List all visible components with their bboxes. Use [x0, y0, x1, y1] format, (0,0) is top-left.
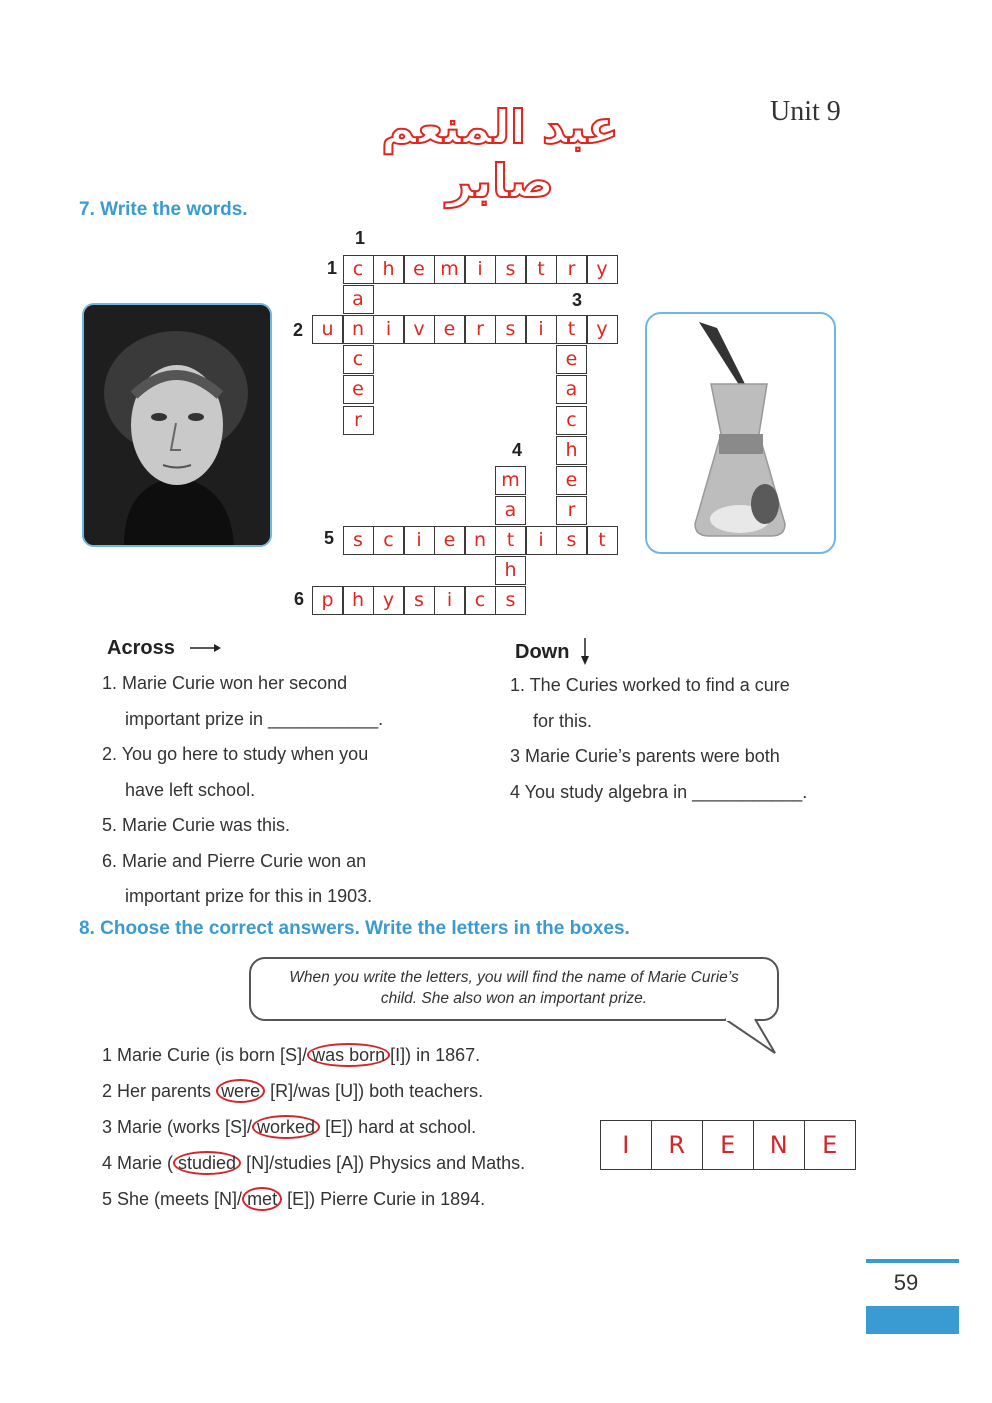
question-1	[102, 1037, 602, 1073]
down-clue-4: 4 You study algebra in ___________.	[510, 781, 808, 802]
hint-line-2: child. She also won an important prize.	[380, 990, 648, 1007]
across-clue-6a: 6. Marie and Pierre Curie won an	[102, 850, 367, 871]
question-1-answer: was born	[307, 1043, 390, 1067]
crossword-cell[interactable]: m	[434, 255, 465, 284]
grid-number-1-across: 1	[327, 258, 338, 278]
unit-label: Unit 9	[770, 96, 841, 127]
answer-box-5[interactable]: E	[804, 1120, 857, 1170]
question-5-pre: 5 She (meets [N]/	[102, 1189, 243, 1209]
speech-bubble-tail	[715, 1017, 785, 1057]
crossword-cell[interactable]: r	[556, 255, 587, 284]
question-5	[102, 1181, 602, 1217]
crossword-cell[interactable]: t	[495, 526, 526, 555]
crossword-cell[interactable]: h	[343, 586, 374, 615]
crossword-cell[interactable]: c	[373, 526, 404, 555]
crossword-cell[interactable]: y	[373, 586, 404, 615]
answer-box-3[interactable]: E	[702, 1120, 755, 1170]
crossword-cell[interactable]: s	[495, 315, 526, 344]
crossword-cell[interactable]: s	[404, 586, 435, 615]
grid-number-3: 3	[572, 290, 583, 310]
crossword-cell[interactable]: t	[587, 526, 618, 555]
crossword-cell[interactable]: n	[343, 315, 374, 344]
across-clue-6b: important prize for this in 1903.	[125, 886, 373, 906]
across-clue-1a: 1. Marie Curie won her second	[102, 673, 348, 693]
question-2-answer: were	[216, 1079, 265, 1103]
question-3-post: [E]) hard at school.	[320, 1117, 477, 1137]
grid-number-4: 4	[512, 440, 523, 460]
grid-number-2: 2	[293, 320, 304, 340]
crossword-cell[interactable]: e	[343, 375, 374, 404]
crossword-cell[interactable]: i	[526, 315, 557, 344]
arrow-down-icon	[579, 638, 591, 668]
across-clues	[102, 666, 462, 915]
question-2-pre: 2 Her parents	[102, 1081, 217, 1101]
crossword-cell[interactable]: h	[556, 436, 587, 465]
crossword-cell[interactable]: e	[434, 526, 465, 555]
crossword-cell[interactable]: s	[343, 526, 374, 555]
section-7-title: 7. Write the words.	[79, 199, 248, 220]
crossword-cell[interactable]: r	[343, 406, 374, 435]
question-4-pre: 4 Marie (	[102, 1153, 174, 1173]
down-heading	[515, 638, 591, 668]
crossword-cell[interactable]: i	[465, 255, 496, 284]
page-bar-bottom	[866, 1306, 959, 1334]
crossword-cell[interactable]: e	[404, 255, 435, 284]
answer-box-4[interactable]: N	[753, 1120, 806, 1170]
grid-number-5: 5	[324, 528, 335, 548]
crossword-cell[interactable]: y	[587, 315, 618, 344]
crossword-cell[interactable]: c	[343, 345, 374, 374]
answer-box-2[interactable]: R	[651, 1120, 704, 1170]
down-clue-1b: for this.	[533, 710, 593, 731]
crossword-cell[interactable]: a	[495, 496, 526, 525]
section-8-title: 8. Choose the correct answers. Write the letters in the boxes.	[79, 918, 630, 939]
crossword-cell[interactable]: y	[587, 255, 618, 284]
across-clue-5: 5. Marie Curie was this.	[102, 815, 291, 835]
page-number: 59	[893, 1270, 919, 1295]
question-3-answer: worked	[252, 1115, 320, 1139]
crossword-cell[interactable]: m	[495, 466, 526, 495]
crossword-cell[interactable]: i	[434, 586, 465, 615]
crossword-cell[interactable]: c	[465, 586, 496, 615]
across-heading	[107, 637, 224, 660]
question-2	[102, 1073, 602, 1109]
across-clue-2b: have left school.	[125, 779, 256, 800]
crossword-cell[interactable]: v	[404, 315, 435, 344]
crossword-cell[interactable]: r	[465, 315, 496, 344]
hint-line-1: When you write the letters, you will find the name of Marie Curie’s	[289, 969, 739, 986]
question-5-answer: met	[242, 1187, 282, 1211]
crossword-cell[interactable]: e	[556, 466, 587, 495]
crossword-cell[interactable]: p	[312, 586, 343, 615]
question-3-pre: 3 Marie (works [S]/	[102, 1117, 253, 1137]
question-5-post: [E]) Pierre Curie in 1894.	[282, 1189, 486, 1209]
grid-number-1-down: 1	[355, 228, 366, 248]
question-1-pre: 1 Marie Curie (is born [S]/	[102, 1045, 308, 1065]
crossword-cell[interactable]: c	[343, 255, 374, 284]
crossword-cell[interactable]: c	[556, 406, 587, 435]
crossword-cell[interactable]: s	[495, 255, 526, 284]
question-4	[102, 1145, 602, 1181]
question-1-post: [I]) in 1867.	[390, 1045, 481, 1065]
crossword-cell[interactable]: e	[556, 345, 587, 374]
question-4-answer: studied	[173, 1151, 241, 1175]
across-heading-label: Across	[107, 637, 175, 659]
crossword-cell[interactable]: e	[434, 315, 465, 344]
answer-letter-boxes	[601, 1120, 856, 1170]
crossword-cell[interactable]: s	[495, 586, 526, 615]
crossword-cell[interactable]: t	[526, 255, 557, 284]
crossword-cell[interactable]: a	[343, 285, 374, 314]
question-2-post: [R]/was [U]) both teachers.	[265, 1081, 484, 1101]
across-clue-1b: important prize in ___________.	[125, 708, 384, 729]
crossword-cell[interactable]: i	[404, 526, 435, 555]
crossword-cell[interactable]: r	[556, 496, 587, 525]
crossword-cell[interactable]: h	[373, 255, 404, 284]
crossword-cell[interactable]: a	[556, 375, 587, 404]
handwritten-name: عبد المنعم صابر	[381, 100, 619, 208]
down-clue-1a: 1. The Curies worked to find a cure	[510, 675, 790, 695]
page-bar-top	[866, 1259, 959, 1263]
answer-box-1[interactable]: I	[600, 1120, 653, 1170]
across-clue-2a: 2. You go here to study when you	[102, 744, 369, 764]
down-clues	[510, 668, 870, 810]
question-4-post: [N]/studies [A]) Physics and Maths.	[241, 1153, 526, 1173]
crossword-cell[interactable]: s	[556, 526, 587, 555]
crossword-cell[interactable]: i	[373, 315, 404, 344]
crossword-cell[interactable]: i	[526, 526, 557, 555]
crossword-cell[interactable]: n	[465, 526, 496, 555]
grid-number-6: 6	[294, 589, 305, 609]
crossword-cell[interactable]: u	[312, 315, 343, 344]
crossword-cell[interactable]: t	[556, 315, 587, 344]
questions-list	[102, 1037, 602, 1217]
hint-speech-bubble	[249, 957, 779, 1021]
down-clue-3: 3 Marie Curie’s parents were both	[510, 746, 780, 766]
arrow-right-icon	[188, 642, 224, 654]
down-heading-label: Down	[515, 641, 570, 663]
question-3	[102, 1109, 602, 1145]
crossword-cell[interactable]: h	[495, 556, 526, 585]
